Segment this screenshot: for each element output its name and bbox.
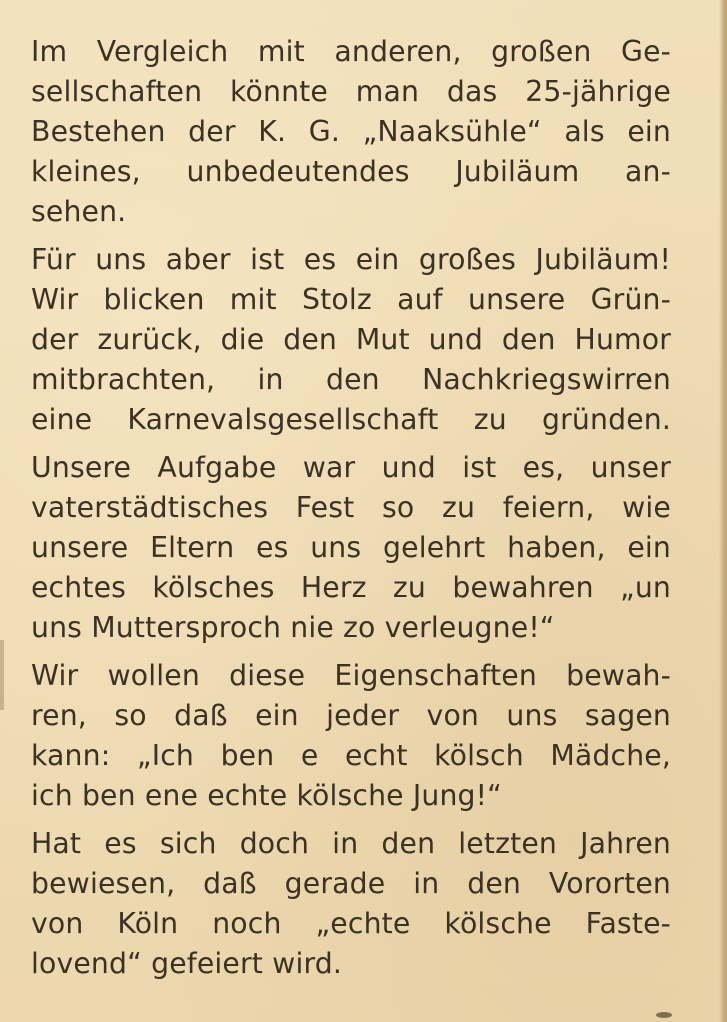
text-line: Bestehen der K. G. „Naaksühle“ als ein xyxy=(31,115,671,148)
text-line: sellschaften könnte man das 25-jährige xyxy=(31,75,671,108)
text-line: Für uns aber ist es ein großes Jubiläum! xyxy=(31,243,671,276)
paragraph-1 xyxy=(31,32,671,232)
paragraph-4 xyxy=(31,656,671,816)
text-line: mitbrachten, in den Nachkriegswirren xyxy=(31,363,671,396)
text-line: der zurück, die den Mut und den Humor xyxy=(31,323,671,356)
text-line: uns Muttersproch nie zo verleugne!“ xyxy=(31,611,555,644)
text-line: Hat es sich doch in den letzten Jahren xyxy=(31,827,671,860)
text-line: kleines, unbedeutendes Jubiläum an- xyxy=(31,155,671,188)
paragraph-2 xyxy=(31,240,671,440)
paragraph-5 xyxy=(31,824,671,984)
paragraph-3 xyxy=(31,448,671,648)
text-line: Unsere Aufgabe war und ist es, unser xyxy=(31,451,671,484)
document-text xyxy=(31,32,671,992)
page-edge-shadow xyxy=(719,0,727,1022)
text-line: Wir wollen diese Eigenschaften bewah- xyxy=(31,659,671,692)
text-line: ich ben ene echte kölsche Jung!“ xyxy=(31,779,502,812)
text-line: bewiesen, daß gerade in den Vororten xyxy=(31,867,671,900)
paper-speck xyxy=(656,1012,672,1018)
text-line: vaterstädtisches Fest so zu feiern, wie xyxy=(31,491,671,524)
text-line: kann: „Ich ben e echt kölsch Mädche, xyxy=(31,739,671,772)
text-line: echtes kölsches Herz zu bewahren „un xyxy=(31,571,671,604)
text-line: sehen. xyxy=(31,195,127,228)
text-line: eine Karnevalsgesellschaft zu gründen. xyxy=(31,403,671,436)
text-line: Wir blicken mit Stolz auf unsere Grün- xyxy=(31,283,671,316)
text-line: von Köln noch „echte kölsche Faste- xyxy=(31,907,671,940)
paper-mark xyxy=(0,640,4,710)
text-line: unsere Eltern es uns gelehrt haben, ein xyxy=(31,531,671,564)
text-line: lovend“ gefeiert wird. xyxy=(31,947,343,980)
text-line: ren, so daß ein jeder von uns sagen xyxy=(31,699,671,732)
text-line: Im Vergleich mit anderen, großen Ge- xyxy=(31,35,671,68)
